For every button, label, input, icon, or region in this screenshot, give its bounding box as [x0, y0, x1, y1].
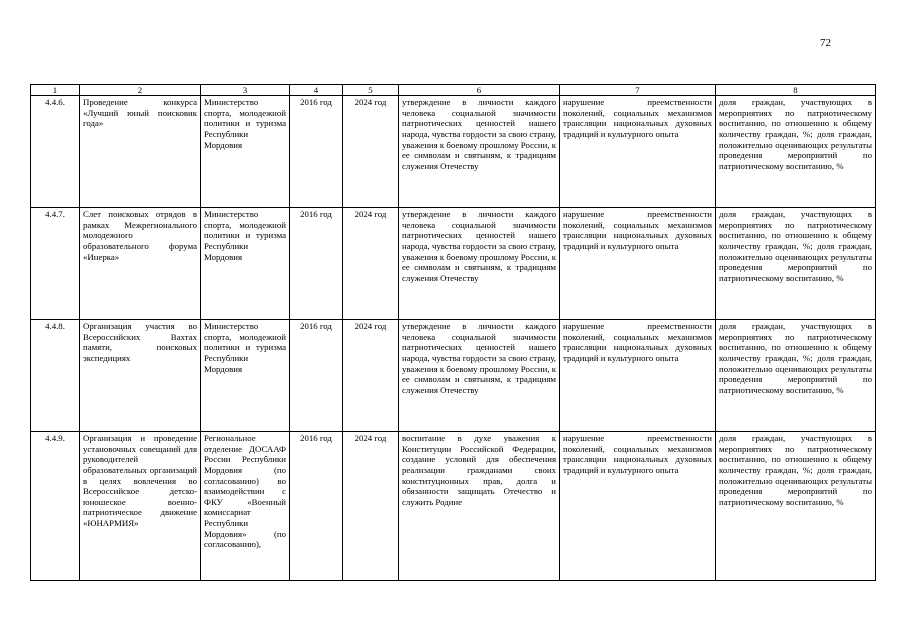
measure-name: Слет поисковых отрядов в рамках Межрегионального молодежного образовательного форума «Инерка»	[80, 208, 201, 320]
column-number-row	[31, 85, 876, 96]
measure-executor: Министерство спорта, молодежной политики и туризма Республики Мордовия	[201, 208, 290, 320]
column-header: 8	[716, 85, 876, 96]
column-header: 7	[560, 85, 716, 96]
consequences: нарушение преемственности поколений, социальных механизмов трансляции национальных духовных традиций и культурного опыта	[560, 96, 716, 208]
expected-result: воспитание в духе уважения к Конституции Российской Федерации, создание условий для обеспечения реализации гражданами своих конституционных прав, долга и обязанности защищать Отечество и служить Родине	[399, 432, 560, 581]
start-year: 2016 год	[290, 320, 343, 432]
end-year: 2024 год	[343, 96, 399, 208]
consequences: нарушение преемственности поколений, социальных механизмов трансляции национальных духовных традиций и культурного опыта	[560, 208, 716, 320]
column-header: 1	[31, 85, 80, 96]
indicators: доля граждан, участвующих в мероприятиях по патриотическому воспитанию, по отношению к общему количеству граждан, %; доля граждан, положительно оценивающих результаты проведения мероприятий по патриотическому воспитанию, %	[716, 208, 876, 320]
page-number: 72	[820, 37, 831, 49]
table-row	[31, 208, 876, 320]
column-header: 2	[80, 85, 201, 96]
end-year: 2024 год	[343, 208, 399, 320]
indicators: доля граждан, участвующих в мероприятиях по патриотическому воспитанию, по отношению к общему количеству граждан, %; доля граждан, положительно оценивающих результаты проведения мероприятий по патриотическому воспитанию, %	[716, 432, 876, 581]
consequences: нарушение преемственности поколений, социальных механизмов трансляции национальных духовных традиций и культурного опыта	[560, 320, 716, 432]
column-header: 3	[201, 85, 290, 96]
table-row	[31, 320, 876, 432]
column-header: 4	[290, 85, 343, 96]
measure-name: Организация и проведение установочных совещаний для руководителей образовательных организаций в целях вовлечения во Всероссийское детско-юношеское военно-патриотическое движение «ЮНАРМИЯ»	[80, 432, 201, 581]
measure-executor: Министерство спорта, молодежной политики и туризма Республики Мордовия	[201, 96, 290, 208]
start-year: 2016 год	[290, 96, 343, 208]
table-row	[31, 432, 876, 581]
indicators: доля граждан, участвующих в мероприятиях по патриотическому воспитанию, по отношению к общему количеству граждан, %; доля граждан, положительно оценивающих результаты проведения мероприятий по патриотическому воспитанию, %	[716, 320, 876, 432]
column-header: 6	[399, 85, 560, 96]
indicators: доля граждан, участвующих в мероприятиях по патриотическому воспитанию, по отношению к общему количеству граждан, %; доля граждан, положительно оценивающих результаты проведения мероприятий по патриотическому воспитанию, %	[716, 96, 876, 208]
end-year: 2024 год	[343, 432, 399, 581]
consequences: нарушение преемственности поколений, социальных механизмов трансляции национальных духовных традиций и культурного опыта	[560, 432, 716, 581]
table-row	[31, 96, 876, 208]
expected-result: утверждение в личности каждого человека социальной значимости патриотических ценностей нашего народа, чувства гордости за свою страну, уважения к боевому прошлому России, к ее символам и святыням, к традициям служения Отечеству	[399, 96, 560, 208]
column-header: 5	[343, 85, 399, 96]
measure-name: Проведение конкурса «Лучший юный поисковик года»	[80, 96, 201, 208]
measure-executor: Региональное отделение ДОСААФ России Республики Мордовия (по согласованию) во взаимодействии с ФКУ «Военный комиссариат Республики Мордовия» (по согласованию),	[201, 432, 290, 581]
measure-number: 4.4.7.	[31, 208, 80, 320]
measure-number: 4.4.9.	[31, 432, 80, 581]
measure-number: 4.4.6.	[31, 96, 80, 208]
expected-result: утверждение в личности каждого человека социальной значимости патриотических ценностей нашего народа, чувства гордости за свою страну, уважения к боевому прошлому России, к ее символам и святыням, к традициям служения Отечеству	[399, 320, 560, 432]
measure-number: 4.4.8.	[31, 320, 80, 432]
expected-result: утверждение в личности каждого человека социальной значимости патриотических ценностей нашего народа, чувства гордости за свою страну, уважения к боевому прошлому России, к ее символам и святыням, к традициям служения Отечеству	[399, 208, 560, 320]
start-year: 2016 год	[290, 432, 343, 581]
start-year: 2016 год	[290, 208, 343, 320]
measure-name: Организация участия во Всероссийских Вахтах памяти, поисковых экспедициях	[80, 320, 201, 432]
end-year: 2024 год	[343, 320, 399, 432]
measures-table	[30, 84, 876, 581]
measure-executor: Министерство спорта, молодежной политики и туризма Республики Мордовия	[201, 320, 290, 432]
